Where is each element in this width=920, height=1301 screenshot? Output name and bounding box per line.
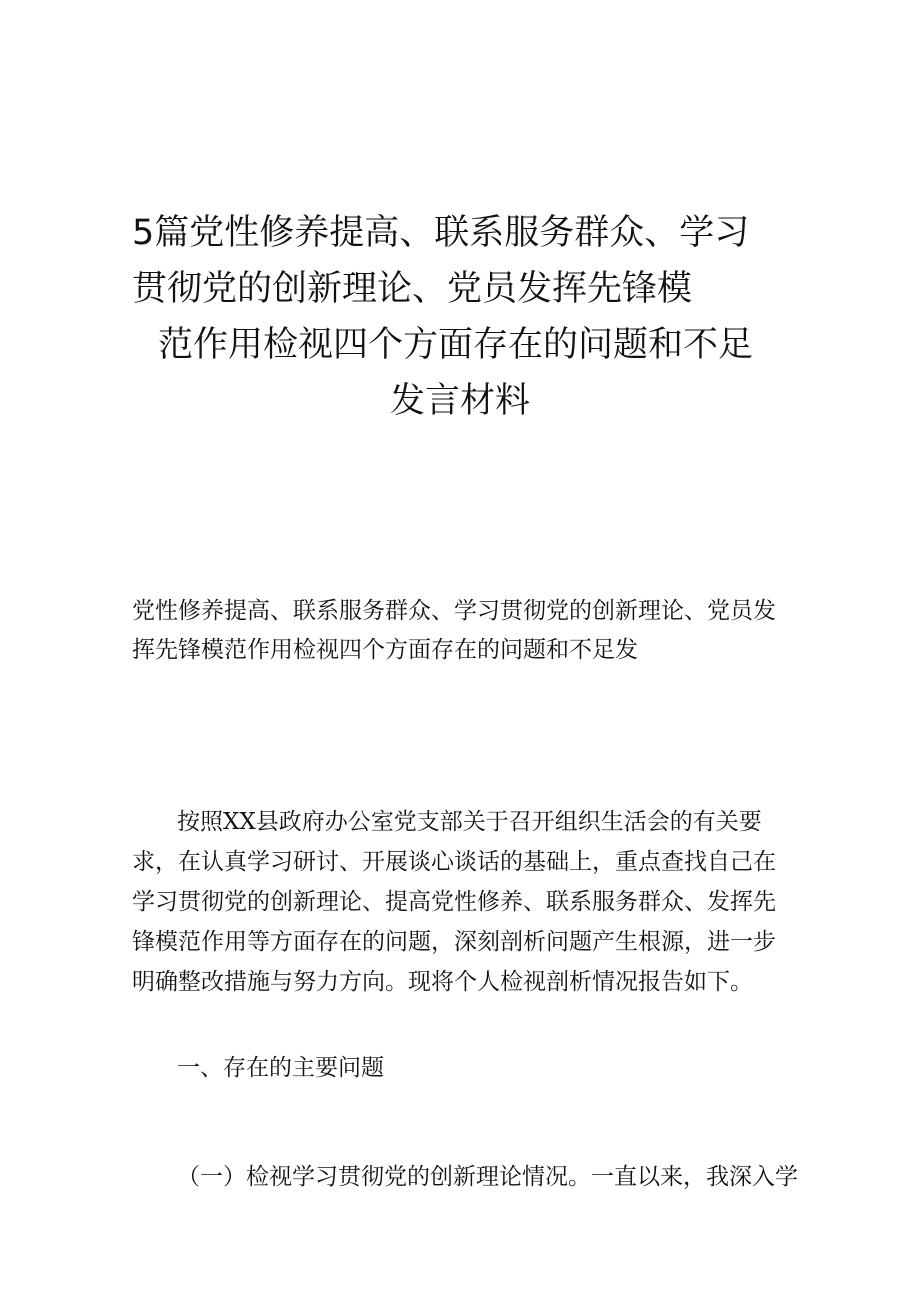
intro-line-1: 按照XX县政府办公室党支部关于召开组织生活会的有关要 xyxy=(177,809,762,835)
subtitle-line-2: 挥先锋模范作用检视四个方面存在的问题和不足发 xyxy=(132,637,638,663)
intro-line-2: 求，在认真学习研讨、开展谈心谈话的基础上，重点查找自己在 xyxy=(132,849,776,875)
section-paragraph: （一）检视学习贯彻党的创新理论情况。一直以来，我深入学 xyxy=(177,1164,798,1190)
document-subtitle xyxy=(132,592,792,670)
section-heading: 一、存在的主要问题 xyxy=(177,1055,384,1081)
intro-line-5: 明确整改措施与努力方向。现将个人检视剖析情况报告如下。 xyxy=(132,969,753,995)
subtitle-line-1: 党性修养提高、联系服务群众、学习贯彻党的创新理论、党员发 xyxy=(132,598,776,624)
intro-line-3: 学习贯彻党的创新理论、提高党性修养、联系服务群众、发挥先 xyxy=(132,889,776,915)
title-line-2: 贯彻党的创新理论、党员发挥先锋模 xyxy=(132,269,693,309)
title-line-4: 发言材料 xyxy=(389,381,530,421)
title-line-1: 5篇党性修养提高、联系服务群众、学习 xyxy=(132,213,750,253)
intro-paragraph xyxy=(132,802,792,1002)
intro-line-4: 锋模范作用等方面存在的问题，深刻剖析问题产生根源，进一步 xyxy=(132,929,776,955)
title-line-3: 范作用检视四个方面存在的问题和不足 xyxy=(158,325,754,365)
document-title xyxy=(60,205,860,429)
